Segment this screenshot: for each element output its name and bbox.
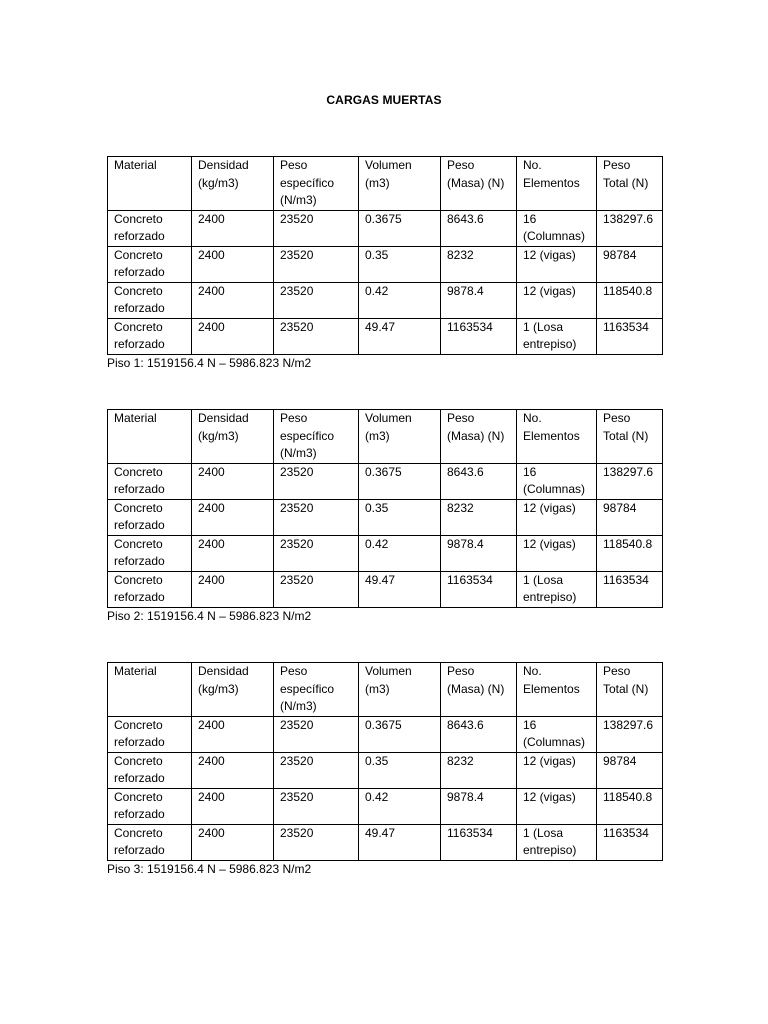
table-cell: Concreto reforzado bbox=[108, 246, 192, 282]
table-cell: 138297.6 bbox=[597, 716, 663, 752]
floor-section-1 bbox=[107, 156, 662, 371]
table-cell: 2400 bbox=[192, 499, 274, 535]
column-header: Material bbox=[108, 663, 192, 717]
column-header: Material bbox=[108, 410, 192, 464]
table-cell: 98784 bbox=[597, 246, 663, 282]
floor-section-3 bbox=[107, 662, 662, 877]
table-cell: 0.3675 bbox=[359, 716, 441, 752]
table-cell: 0.42 bbox=[359, 788, 441, 824]
table-cell: 0.35 bbox=[359, 246, 441, 282]
table-cell: 2400 bbox=[192, 318, 274, 354]
column-header: Peso específico (N/m3) bbox=[274, 157, 359, 211]
table-cell: 98784 bbox=[597, 752, 663, 788]
table-cell: 2400 bbox=[192, 788, 274, 824]
table-cell: 2400 bbox=[192, 246, 274, 282]
table-cell: 8643.6 bbox=[441, 716, 517, 752]
table-row bbox=[108, 571, 663, 607]
table-cell: 16 (Columnas) bbox=[517, 210, 597, 246]
table-cell: 118540.8 bbox=[597, 788, 663, 824]
table-cell: 12 (vigas) bbox=[517, 752, 597, 788]
table-cell: 0.35 bbox=[359, 499, 441, 535]
table-cell: 8232 bbox=[441, 752, 517, 788]
table-cell: 98784 bbox=[597, 499, 663, 535]
column-header: Densidad (kg/m3) bbox=[192, 663, 274, 717]
table-header-row bbox=[108, 157, 663, 211]
table-cell: Concreto reforzado bbox=[108, 499, 192, 535]
table-cell: 8643.6 bbox=[441, 210, 517, 246]
table-cell: 12 (vigas) bbox=[517, 499, 597, 535]
column-header: Peso Total (N) bbox=[597, 410, 663, 464]
table-cell: 0.35 bbox=[359, 752, 441, 788]
table-cell: 9878.4 bbox=[441, 788, 517, 824]
table-row bbox=[108, 463, 663, 499]
table-cell: Concreto reforzado bbox=[108, 716, 192, 752]
table-cell: 118540.8 bbox=[597, 535, 663, 571]
floor-summary: Piso 1: 1519156.4 N – 5986.823 N/m2 bbox=[107, 355, 312, 370]
table-row bbox=[108, 824, 663, 860]
dead-loads-table bbox=[107, 662, 663, 861]
table-cell: 23520 bbox=[274, 282, 359, 318]
table-cell: Concreto reforzado bbox=[108, 788, 192, 824]
column-header: Peso Total (N) bbox=[597, 663, 663, 717]
table-cell: 9878.4 bbox=[441, 535, 517, 571]
table-row bbox=[108, 535, 663, 571]
column-header: Densidad (kg/m3) bbox=[192, 410, 274, 464]
table-cell: 8643.6 bbox=[441, 463, 517, 499]
table-cell: 2400 bbox=[192, 716, 274, 752]
page-title: CARGAS MUERTAS bbox=[326, 93, 442, 107]
table-cell: 1163534 bbox=[441, 824, 517, 860]
table-cell: 1 (Losa entrepiso) bbox=[517, 824, 597, 860]
table-cell: 49.47 bbox=[359, 318, 441, 354]
column-header: Peso (Masa) (N) bbox=[441, 410, 517, 464]
table-cell: 12 (vigas) bbox=[517, 788, 597, 824]
column-header: Volumen (m3) bbox=[359, 157, 441, 211]
column-header: Peso específico (N/m3) bbox=[274, 663, 359, 717]
floor-summary: Piso 2: 1519156.4 N – 5986.823 N/m2 bbox=[107, 608, 312, 623]
table-row bbox=[108, 716, 663, 752]
table-cell: Concreto reforzado bbox=[108, 210, 192, 246]
column-header: Peso Total (N) bbox=[597, 157, 663, 211]
column-header: Volumen (m3) bbox=[359, 410, 441, 464]
table-cell: 1163534 bbox=[441, 571, 517, 607]
table-cell: 16 (Columnas) bbox=[517, 463, 597, 499]
table-header-row bbox=[108, 410, 663, 464]
table-cell: 23520 bbox=[274, 535, 359, 571]
column-header: Volumen (m3) bbox=[359, 663, 441, 717]
dead-loads-table bbox=[107, 156, 663, 355]
table-cell: 12 (vigas) bbox=[517, 246, 597, 282]
column-header: Material bbox=[108, 157, 192, 211]
table-cell: 23520 bbox=[274, 318, 359, 354]
table-cell: 2400 bbox=[192, 463, 274, 499]
table-cell: 23520 bbox=[274, 499, 359, 535]
table-cell: 23520 bbox=[274, 571, 359, 607]
table-row bbox=[108, 752, 663, 788]
table-cell: 138297.6 bbox=[597, 463, 663, 499]
table-cell: Concreto reforzado bbox=[108, 571, 192, 607]
table-cell: 0.42 bbox=[359, 282, 441, 318]
table-row bbox=[108, 318, 663, 354]
table-cell: 2400 bbox=[192, 210, 274, 246]
column-header: Peso específico (N/m3) bbox=[274, 410, 359, 464]
column-header: Peso (Masa) (N) bbox=[441, 157, 517, 211]
table-cell: 23520 bbox=[274, 210, 359, 246]
table-cell: 23520 bbox=[274, 463, 359, 499]
table-header-row bbox=[108, 663, 663, 717]
table-cell: 1 (Losa entrepiso) bbox=[517, 318, 597, 354]
table-cell: 1163534 bbox=[441, 318, 517, 354]
table-cell: 2400 bbox=[192, 752, 274, 788]
table-cell: 49.47 bbox=[359, 824, 441, 860]
floor-summary: Piso 3: 1519156.4 N – 5986.823 N/m2 bbox=[107, 861, 312, 876]
column-header: Peso (Masa) (N) bbox=[441, 663, 517, 717]
table-cell: 2400 bbox=[192, 282, 274, 318]
table-cell: 2400 bbox=[192, 535, 274, 571]
table-cell: 23520 bbox=[274, 246, 359, 282]
table-cell: 138297.6 bbox=[597, 210, 663, 246]
floor-section-2 bbox=[107, 409, 662, 624]
table-row bbox=[108, 246, 663, 282]
table-cell: Concreto reforzado bbox=[108, 535, 192, 571]
table-cell: 23520 bbox=[274, 716, 359, 752]
table-cell: 1163534 bbox=[597, 824, 663, 860]
table-row bbox=[108, 788, 663, 824]
column-header: No. Elementos bbox=[517, 663, 597, 717]
table-cell: 9878.4 bbox=[441, 282, 517, 318]
column-header: No. Elementos bbox=[517, 410, 597, 464]
table-cell: 8232 bbox=[441, 499, 517, 535]
table-row bbox=[108, 499, 663, 535]
table-row bbox=[108, 282, 663, 318]
table-cell: Concreto reforzado bbox=[108, 463, 192, 499]
table-row bbox=[108, 210, 663, 246]
table-cell: 0.3675 bbox=[359, 463, 441, 499]
dead-loads-table bbox=[107, 409, 663, 608]
column-header: Densidad (kg/m3) bbox=[192, 157, 274, 211]
table-cell: 2400 bbox=[192, 571, 274, 607]
table-cell: 49.47 bbox=[359, 571, 441, 607]
table-cell: 1163534 bbox=[597, 571, 663, 607]
table-cell: 2400 bbox=[192, 824, 274, 860]
table-cell: 12 (vigas) bbox=[517, 535, 597, 571]
table-cell: 23520 bbox=[274, 788, 359, 824]
table-cell: Concreto reforzado bbox=[108, 752, 192, 788]
table-cell: 23520 bbox=[274, 752, 359, 788]
table-cell: 16 (Columnas) bbox=[517, 716, 597, 752]
table-cell: 0.42 bbox=[359, 535, 441, 571]
table-cell: 12 (vigas) bbox=[517, 282, 597, 318]
table-cell: 118540.8 bbox=[597, 282, 663, 318]
table-cell: 0.3675 bbox=[359, 210, 441, 246]
table-cell: Concreto reforzado bbox=[108, 318, 192, 354]
table-cell: 8232 bbox=[441, 246, 517, 282]
column-header: No. Elementos bbox=[517, 157, 597, 211]
table-cell: Concreto reforzado bbox=[108, 824, 192, 860]
table-cell: 1163534 bbox=[597, 318, 663, 354]
table-cell: Concreto reforzado bbox=[108, 282, 192, 318]
table-cell: 1 (Losa entrepiso) bbox=[517, 571, 597, 607]
table-cell: 23520 bbox=[274, 824, 359, 860]
